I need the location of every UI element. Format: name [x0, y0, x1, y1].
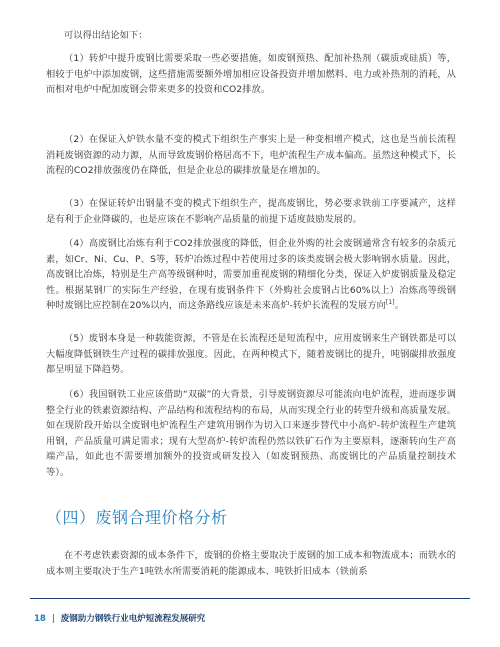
citation-marker: [1] [385, 298, 395, 306]
page-number: 18 [34, 614, 46, 624]
point-paragraph-5: （5）废钢本身是一种载能资源，不管是在长流程还是短流程中，应用废钢来生产钢铁都是可以大幅度降低钢铁生产过程的碳排放强度。因此，在两种模式下，随着废钢比的提升，吨钢碳排放强度都呈明显下降趋势。 [46, 333, 456, 375]
footer-separator: | [51, 614, 55, 624]
point-paragraph-4-text: （4）高废钢比冶炼有利于CO2排放强度的降低，但企业外购的社会废钢通常含有较多的杂质元素，如Cr、Ni、Cu、P、S等，转炉冶炼过程中若使用过多的该类废钢会极大影响钢水质量。因此，高废钢比冶炼，特别是生产高等级钢种时，需要加重视废钢的精细化分类，保证入炉废钢质量及稳定性。根据某钢厂的实际生产经验，在现有废钢条件下（外购社会废钢占比60%以上）冶炼高等级钢种时废钢比应控制在20%以内，而这条路线应该是未来高炉-转炉长流程的发展方向 [46, 238, 456, 311]
footer-divider [30, 598, 470, 599]
point-paragraph-1: （1）转炉中提升废钢比需要采取一些必要措施，如废钢预热、配加补热剂（碳质或硅质）等，相较于电炉中添加废钢，这些措施需要额外增加相应设备投资并增加燃料、电力或补热剂的消耗，从而相对电炉中配加废钢会带来更多的投资和CO2排放。 [46, 53, 456, 95]
page-footer [34, 612, 205, 624]
intro-paragraph: 可以得出结论如下： [64, 30, 148, 41]
point-paragraph-3: （3）在保证转炉出钢量不变的模式下组织生产，提高废钢比，势必要求铁前工序要减产，这样是有利于企业降碳的，也是应该在不影响产品质量的前提下适度鼓励发展的。 [46, 198, 456, 225]
point-paragraph-6: （6）我国钢铁工业应该借助“双碳”的大背景，引导废钢资源尽可能流向电炉流程，进而逐步调整全行业的铁素资源结构、产品结构和流程结构的布局，从而实现全行业的转型升级和高质量发展。如在现阶段开始以全废钢电炉流程生产建筑用钢作为切入口来逐步替代中小高炉-转炉流程生产建筑用钢，产品质量可满足需求；现有大型高炉-转炉流程仍然以铁矿石作为主要原料，逐渐转向生产高端产品，如此也不需要增加额外的投资或研发投入（如废钢预热、高废钢比的产品质量控制技术等）。 [46, 389, 456, 478]
point-paragraph-2: （2）在保证入炉铁水量不变的模式下组织生产事实上是一种变相增产模式，这也是当前长流程消耗废钢资源的动力源，从而导致废钢价格居高不下，电炉流程生产成本偏高。虽然这种模式下，长流程的CO2排放强度仍在降低，但是企业总的碳排放量是在增加的。 [46, 134, 456, 176]
section-paragraph: 在不考虑铁素资源的成本条件下，废钢的价格主要取决于废钢的加工成本和物流成本；而铁水的成本则主要取决于生产1吨铁水所需要消耗的能源成本、吨铁折旧成本（铁前系 [46, 550, 456, 577]
footer-title: 废钢助力钢铁行业电炉短流程发展研究 [60, 614, 206, 624]
section-heading: （四）废钢合理价格分析 [46, 508, 228, 527]
point-paragraph-4: （4）高废钢比冶炼有利于CO2排放强度的降低，但企业外购的社会废钢通常含有较多的杂质元素，如Cr、Ni、Cu、P、S等，转炉冶炼过程中若使用过多的该类废钢会极大影响钢水质量。因此，高废钢比冶炼，特别是生产高等级钢种时，需要加重视废钢的精细化分类，保证入炉废钢质量及稳定性。根据某钢厂的实际生产经验，在现有废钢条件下（外购社会废钢占比60%以上）冶炼高等级钢种时废钢比应控制在20%以内，而这条路线应该是未来高炉-转炉长流程的发展方向[1]。 [46, 238, 456, 311]
